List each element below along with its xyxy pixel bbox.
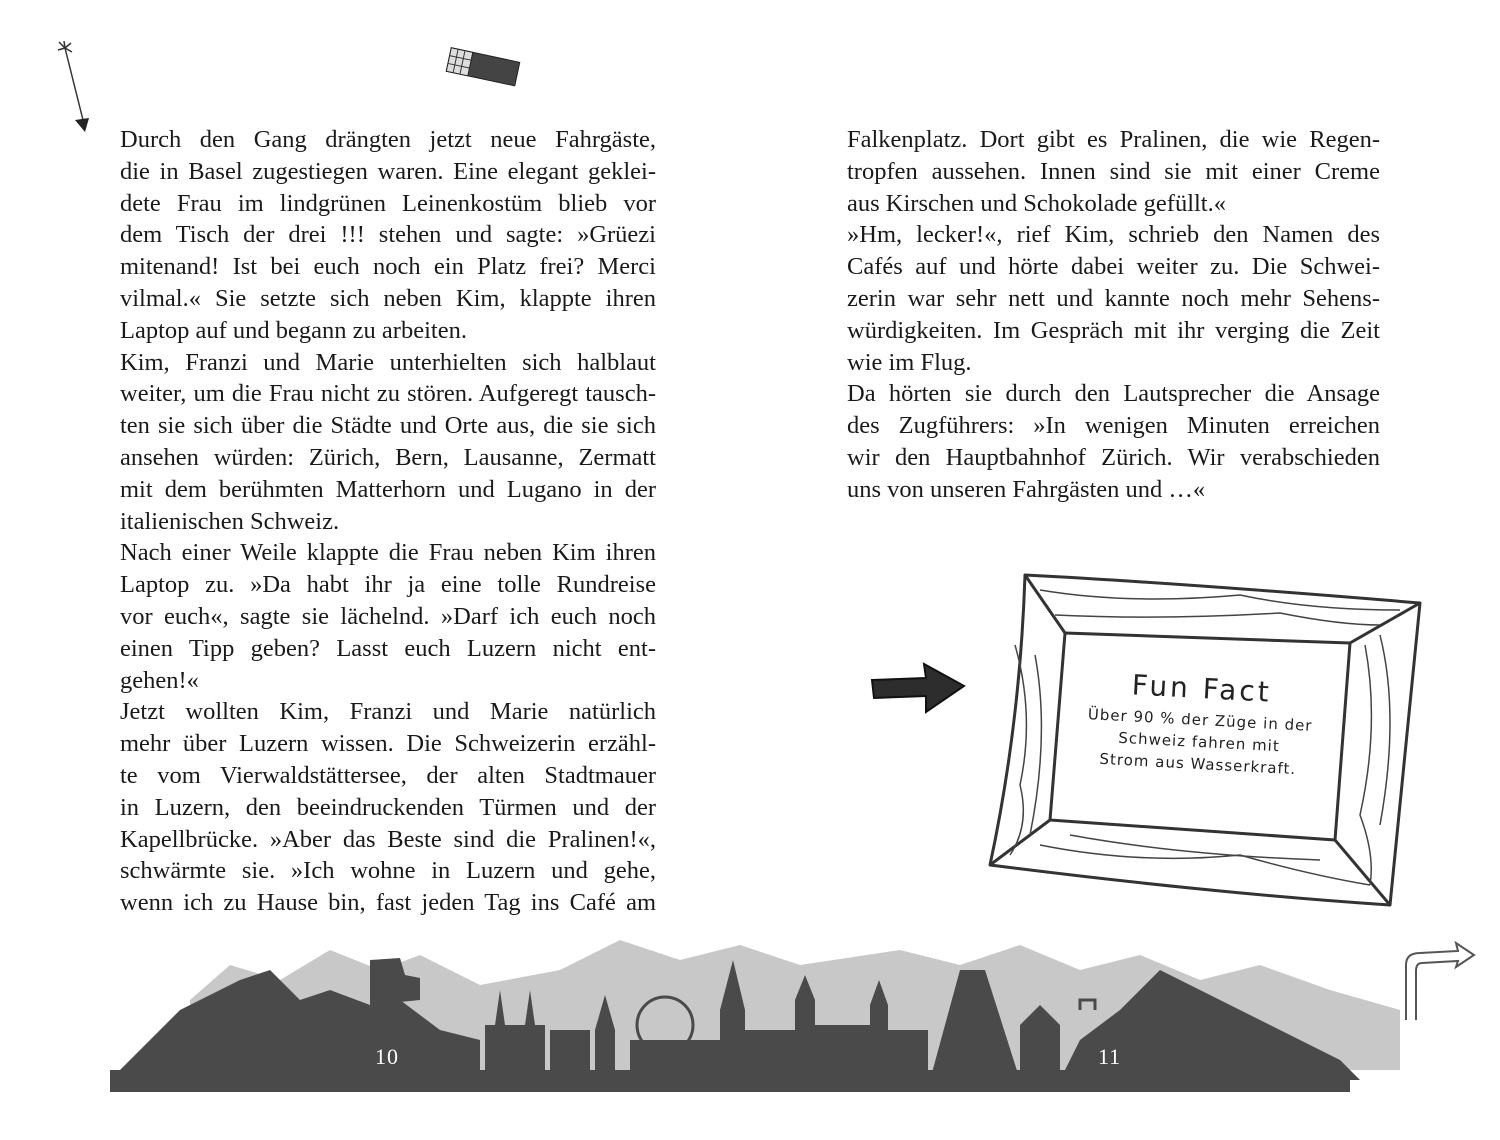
page-number-right: 11 (1098, 1044, 1122, 1069)
text-line: »Hm, lecker!«, rief Kim, schrieb den Namen des (847, 221, 1380, 249)
arrow-right-icon (868, 660, 968, 716)
paragraph (847, 219, 1380, 378)
text-line: wir den Hauptbahnhof Zürich. Wir verabschieden (847, 443, 1380, 471)
left-page-text (120, 124, 656, 919)
text-line: Kapellbrücke. »Aber das Beste sind die Pralinen!«, (120, 825, 656, 853)
swiss-skyline-illustration (0, 930, 1500, 1110)
text-line: zerin war sehr nett und kannte noch mehr Sehens- (847, 284, 1380, 312)
text-line: weiter, um die Frau nicht zu stören. Aufgeregt tausch- (120, 380, 656, 408)
text-line: tropfen aussehen. Innen sind sie mit einer Creme (847, 157, 1380, 185)
paragraph (120, 696, 656, 919)
dandelion-arrow-icon (55, 40, 100, 135)
text-line: Kim, Franzi und Marie unterhielten sich halblaut (120, 348, 656, 376)
paragraph (120, 347, 656, 538)
fun-fact-title: Fun Fact (1131, 668, 1273, 709)
paragraph (120, 537, 656, 696)
text-line: mehr über Luzern wissen. Die Schweizerin erzähl- (120, 730, 656, 758)
fun-fact-line: Schweiz fahren mit (1117, 728, 1281, 756)
text-line: einen Tipp geben? Lasst euch Luzern nicht ent- (120, 634, 656, 662)
text-line: Jetzt wollten Kim, Franzi und Marie natürlich (120, 698, 656, 726)
text-line: mitenand! Ist bei euch noch ein Platz frei? Merci (120, 253, 656, 281)
text-line: vor euch«, sagte sie lächelnd. »Darf ich euch noch (120, 602, 656, 630)
text-line: aus Kirschen und Schokolade gefüllt.« (847, 189, 1226, 217)
text-line: ansehen würden: Zürich, Bern, Lausanne, Zermatt (120, 443, 656, 471)
text-line: te vom Vierwaldstättersee, der alten Stadtmauer (120, 761, 656, 789)
paragraph (120, 124, 656, 347)
right-page-text (847, 124, 1380, 506)
page-number-left: 10 (375, 1044, 399, 1069)
text-line: schwärmte sie. »Ich wohne in Luzern und gehe, (120, 857, 656, 885)
text-line: Cafés auf und hörte dabei weiter zu. Die Schwei- (847, 253, 1380, 281)
text-line: uns von unseren Fahrgästen und …« (847, 475, 1206, 503)
paragraph (847, 124, 1380, 219)
text-line: die in Basel zugestiegen waren. Eine elegant geklei- (120, 157, 656, 185)
text-line: Durch den Gang drängten jetzt neue Fahrgäste, (120, 126, 656, 153)
text-line: Falkenplatz. Dort gibt es Pralinen, die wie Regen- (847, 126, 1380, 153)
fun-fact-line: Über 90 % der Züge in der (1087, 705, 1313, 735)
text-line: würdigkeiten. Im Gespräch mit ihr verging die Zeit (847, 316, 1380, 344)
text-line: Nach einer Weile klappte die Frau neben Kim ihren (120, 539, 656, 567)
text-line: dem Tisch der drei !!! stehen und sagte: »Grüezi (120, 221, 656, 249)
text-line: dete Frau im lindgrünen Leinenkostüm blieb vor (120, 189, 656, 217)
text-line: wie im Flug. (847, 348, 972, 376)
fun-fact-box (1057, 665, 1342, 783)
text-line: italienischen Schweiz. (120, 507, 340, 535)
fun-fact-line: Strom aus Wasserkraft. (1099, 749, 1297, 779)
text-line: mit dem berühmten Matterhorn und Lugano in der (120, 475, 656, 503)
text-line: wenn ich zu Hause bin, fast jeden Tag ins Café am (120, 889, 656, 917)
text-line: ten sie sich über die Städte und Orte aus, die sie sich (120, 412, 656, 440)
text-line: Laptop zu. »Da habt ihr ja eine tolle Rundreise (120, 571, 656, 599)
text-line: des Zugführers: »In wenigen Minuten erreichen (847, 412, 1380, 440)
text-line: Da hörten sie durch den Lautsprecher die Ansage (847, 380, 1380, 408)
text-line: in Luzern, den beeindruckenden Türmen und der (120, 793, 656, 821)
text-line: vilmal.« Sie setzte sich neben Kim, klappte ihren (120, 284, 656, 312)
text-line: Laptop auf und begann zu arbeiten. (120, 316, 467, 344)
paragraph (847, 378, 1380, 505)
chocolate-bar-icon (443, 45, 525, 90)
text-line: gehen!« (120, 666, 199, 694)
